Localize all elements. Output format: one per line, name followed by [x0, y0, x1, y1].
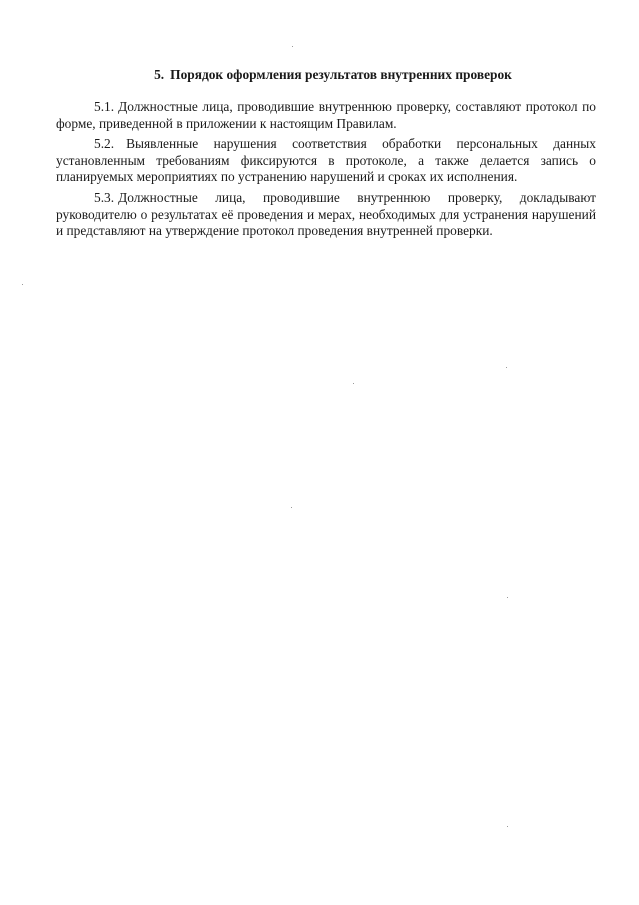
paragraph-text: Выявленные нарушения соответствия обработки персональных данных установленным требованиям фиксируются в протоколе, а также делается запись о планируемых мероприятиях по устранению нарушений и сроках их исполнения. [56, 136, 596, 185]
paragraph-number: 5.2. [94, 136, 115, 152]
scan-speck [292, 46, 293, 47]
paragraph-number: 5.1. [94, 99, 115, 114]
scan-speck [291, 507, 292, 508]
section-heading [56, 66, 596, 83]
scan-speck [507, 597, 508, 598]
paragraph-5-1 [56, 99, 596, 132]
paragraph-text: Должностные лица, проводившие внутреннюю проверку, составляют протокол по форме, приведенной в приложении к настоящим Правилам. [56, 99, 596, 131]
scan-speck [507, 826, 508, 827]
section-number: 5. [154, 67, 165, 82]
paragraph-5-2 [56, 136, 596, 186]
document-body [56, 66, 596, 244]
paragraph-5-3 [56, 190, 596, 240]
scan-speck [353, 383, 354, 384]
paragraph-number: 5.3. [94, 189, 115, 205]
scan-speck [22, 284, 23, 285]
scan-speck [506, 367, 507, 368]
paragraph-text: Должностные лица, проводившие внутреннюю проверку, докладывают руководителю о результатах её проведения и мерах, необходимых для устранения нарушений и представляют на утверждение протокол проведения внутренней проверки. [56, 189, 596, 239]
section-title: Порядок оформления результатов внутренних проверок [170, 67, 512, 82]
